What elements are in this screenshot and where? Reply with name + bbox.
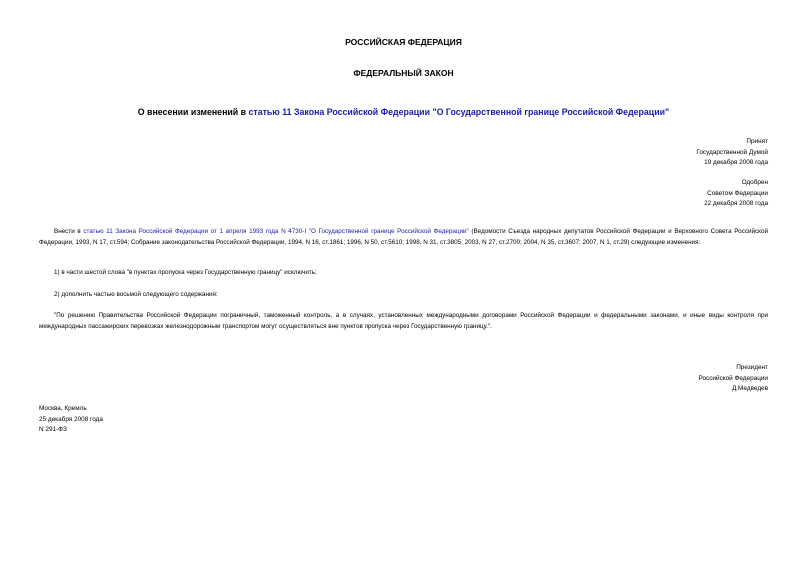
adopted-label: Принят (746, 138, 768, 145)
title-article-link[interactable]: статью 11 Закона Российской Федерации "О Государственной границе Российской Федерации" (248, 107, 670, 117)
signature-block (699, 363, 769, 395)
footer-date: 25 декабря 2008 года (39, 415, 103, 423)
country-heading: РОССИЙСКАЯ ФЕДЕРАЦИЯ (345, 37, 462, 47)
intro-article-link[interactable]: статью 11 Закона Российской Федерации от 1 апреля 1993 года N 4730-I "О Государственной границе Российской Федерации" (83, 228, 469, 235)
footer-place: Москва, Кремль (39, 405, 87, 412)
amendment-item-1: 1) в части шестой слова "в пунктах пропуска через Государственную границу" исключить; (54, 269, 317, 276)
title-prefix: О внесении изменений в (137, 107, 249, 117)
signature-title: Президент (736, 364, 768, 371)
approved-body: Советом Федерации (707, 189, 768, 197)
amendment-quote: "По решению Правительства Российской Федерации пограничный, таможенный контроль, а в случаях, установленных международными договорами Российской Федерации и федеральными законами, и иные виды контроля при международных пассажирских перевозках железнодорожным транспортом могут осуществляться вне пунктов пропуска через Государственную границу.". (39, 312, 768, 330)
adopted-body: Государственной Думой (696, 148, 768, 156)
document-title (0, 107, 807, 117)
adopted-date: 19 декабря 2008 года (704, 159, 768, 166)
signature-name: Д.Медведев (731, 385, 768, 392)
signature-org: Российской Федерации (698, 374, 768, 382)
intro-prefix: Внести в (54, 228, 84, 235)
approved-date: 22 декабря 2008 года (704, 200, 768, 207)
approved-label: Одобрен (741, 179, 768, 186)
amendment-item-2: 2) дополнить частью восьмой следующего содержания: (54, 291, 218, 298)
footer-number: N 291-ФЗ (39, 426, 67, 433)
approved-block (704, 178, 768, 210)
law-type-heading: ФЕДЕРАЛЬНЫЙ ЗАКОН (353, 68, 454, 78)
intro-paragraph (39, 227, 768, 248)
intro-suffix: (Ведомости Съезда народных депутатов Российской Федерации и Верховного Совета Российской Федерации, 1993, N 17, ст.594; Собрание законодательства Российской Федерации, 1994, N 16, ст.1861; 1996, N 50, ст.5610; 1998, N 31, ст.3805; 2003, N 27, ст.2700; 2004, N 35, ст.3607; 2007, N 1, ст.29) следующие изменения: (39, 228, 768, 246)
adopted-block (696, 137, 768, 169)
footer-block (39, 404, 103, 436)
